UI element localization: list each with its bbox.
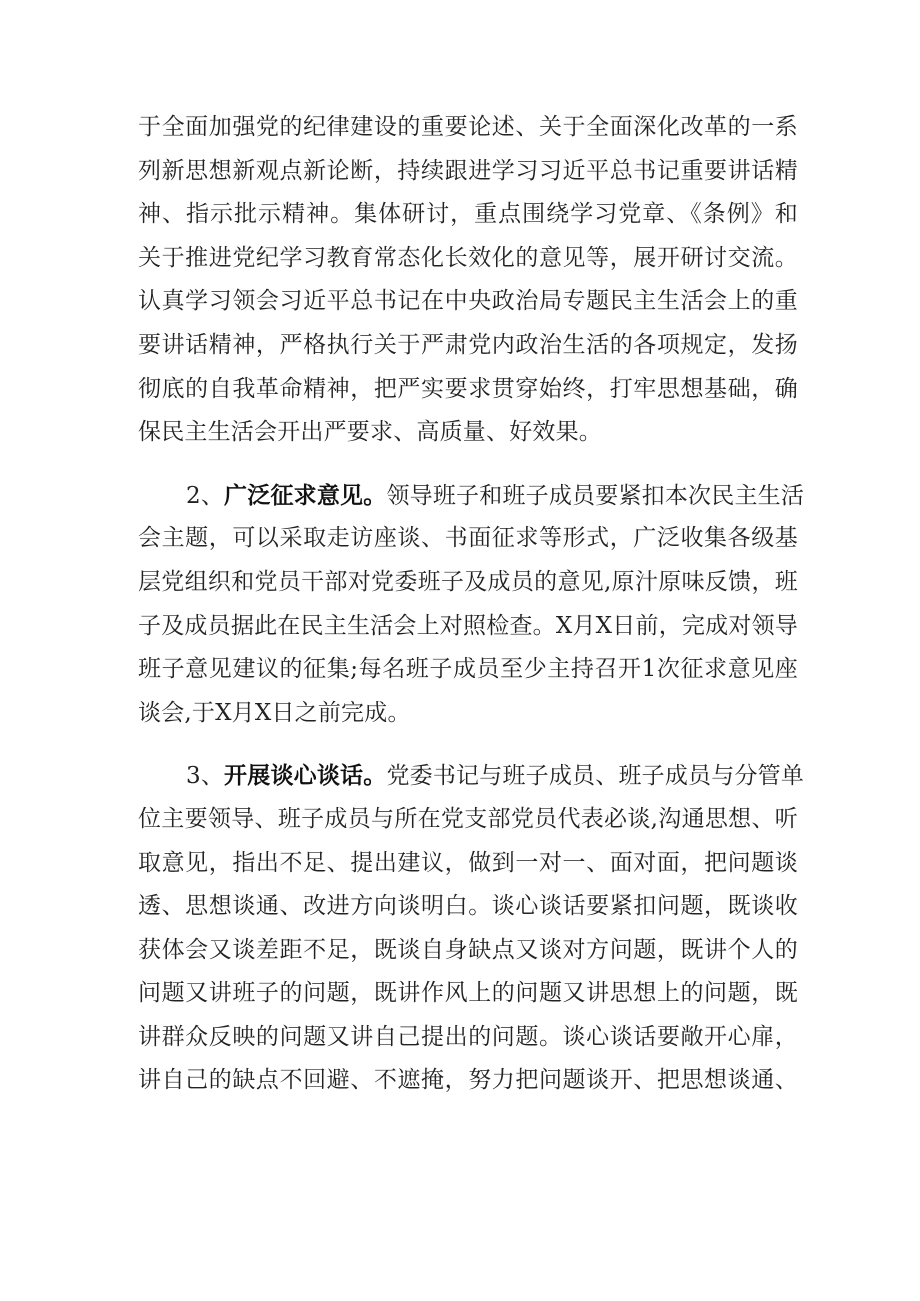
item-heading: 开展谈心谈话。: [224, 762, 387, 790]
paragraph-spacer: [138, 735, 798, 754]
text-line: 讲群众反映的问题又讲自己提出的问题。谈心谈话要敞开心扉，: [138, 1023, 798, 1050]
text-line: 认真学习领会习近平总书记在中央政治局专题民主生活会上的重: [138, 288, 798, 315]
item-text: 党委书记与班子成员、班子成员与分管单: [386, 763, 805, 790]
text-line: 子及成员据此在民主生活会上对照检查。X月X日前，完成对领导: [138, 612, 798, 639]
text-line: 列新思想新观点新论断，持续跟进学习习近平总书记重要讲话精: [138, 157, 798, 184]
paragraph-heart-to-heart-talks: [138, 754, 805, 1103]
text-line: 班子意见建议的征集;每名班子成员至少主持召开1次征求意见座: [138, 656, 798, 683]
text-line: 要讲话精神，严格执行关于严肃党内政治生活的各项规定，发扬: [138, 331, 798, 358]
text-line: 层党组织和党员干部对党委班子及成员的意见,原汁原味反馈，班: [138, 568, 798, 595]
paragraph-first-line: [138, 474, 805, 518]
paragraph-solicit-opinions: [138, 474, 805, 736]
text-line: 会主题，可以采取走访座谈、书面征求等形式，广泛收集各级基: [138, 525, 798, 552]
paragraph-first-line: [138, 754, 805, 798]
text-line: 神、指示批示精神。集体研讨，重点围绕学习党章、《条例》和: [138, 201, 798, 228]
text-line: 获体会又谈差距不足，既谈自身缺点又谈对方问题，既讲个人的: [138, 936, 798, 963]
document-body: [138, 106, 805, 1103]
item-number: 2、: [186, 482, 225, 509]
text-line: 位主要领导、班子成员与所在党支部党员代表必谈,沟通思想、听: [138, 805, 798, 832]
item-number: 3、: [186, 763, 225, 790]
text-line: 谈会,于X月X日之前完成。: [138, 699, 411, 726]
text-line: 问题又讲班子的问题，既讲作风上的问题又讲思想上的问题，既: [138, 980, 798, 1007]
paragraph-study: [138, 106, 798, 455]
item-heading: 广泛征求意见。: [224, 481, 387, 509]
item-text: 领导班子和班子成员要紧扣本次民主生活: [386, 482, 805, 509]
text-line: 于全面加强党的纪律建设的重要论述、关于全面深化改革的一系: [138, 114, 798, 140]
paragraph-spacer: [138, 455, 798, 474]
text-line: 彻底的自我革命精神，把严实要求贯穿始终，打牢思想基础，确: [138, 375, 798, 402]
text-line: 讲自己的缺点不回避、不遮掩，努力把问题谈开、把思想谈通、: [138, 1067, 798, 1094]
text-line: 取意见，指出不足、提出建议，做到一对一、面对面，把问题谈: [138, 849, 798, 876]
text-line: 透、思想谈通、改进方向谈明白。谈心谈话要紧扣问题，既谈收: [138, 893, 798, 920]
text-line: 保民主生活会开出严要求、高质量、好效果。: [138, 419, 602, 446]
text-line: 关于推进党纪学习教育常态化长效化的意见等，展开研讨交流。: [138, 244, 798, 271]
